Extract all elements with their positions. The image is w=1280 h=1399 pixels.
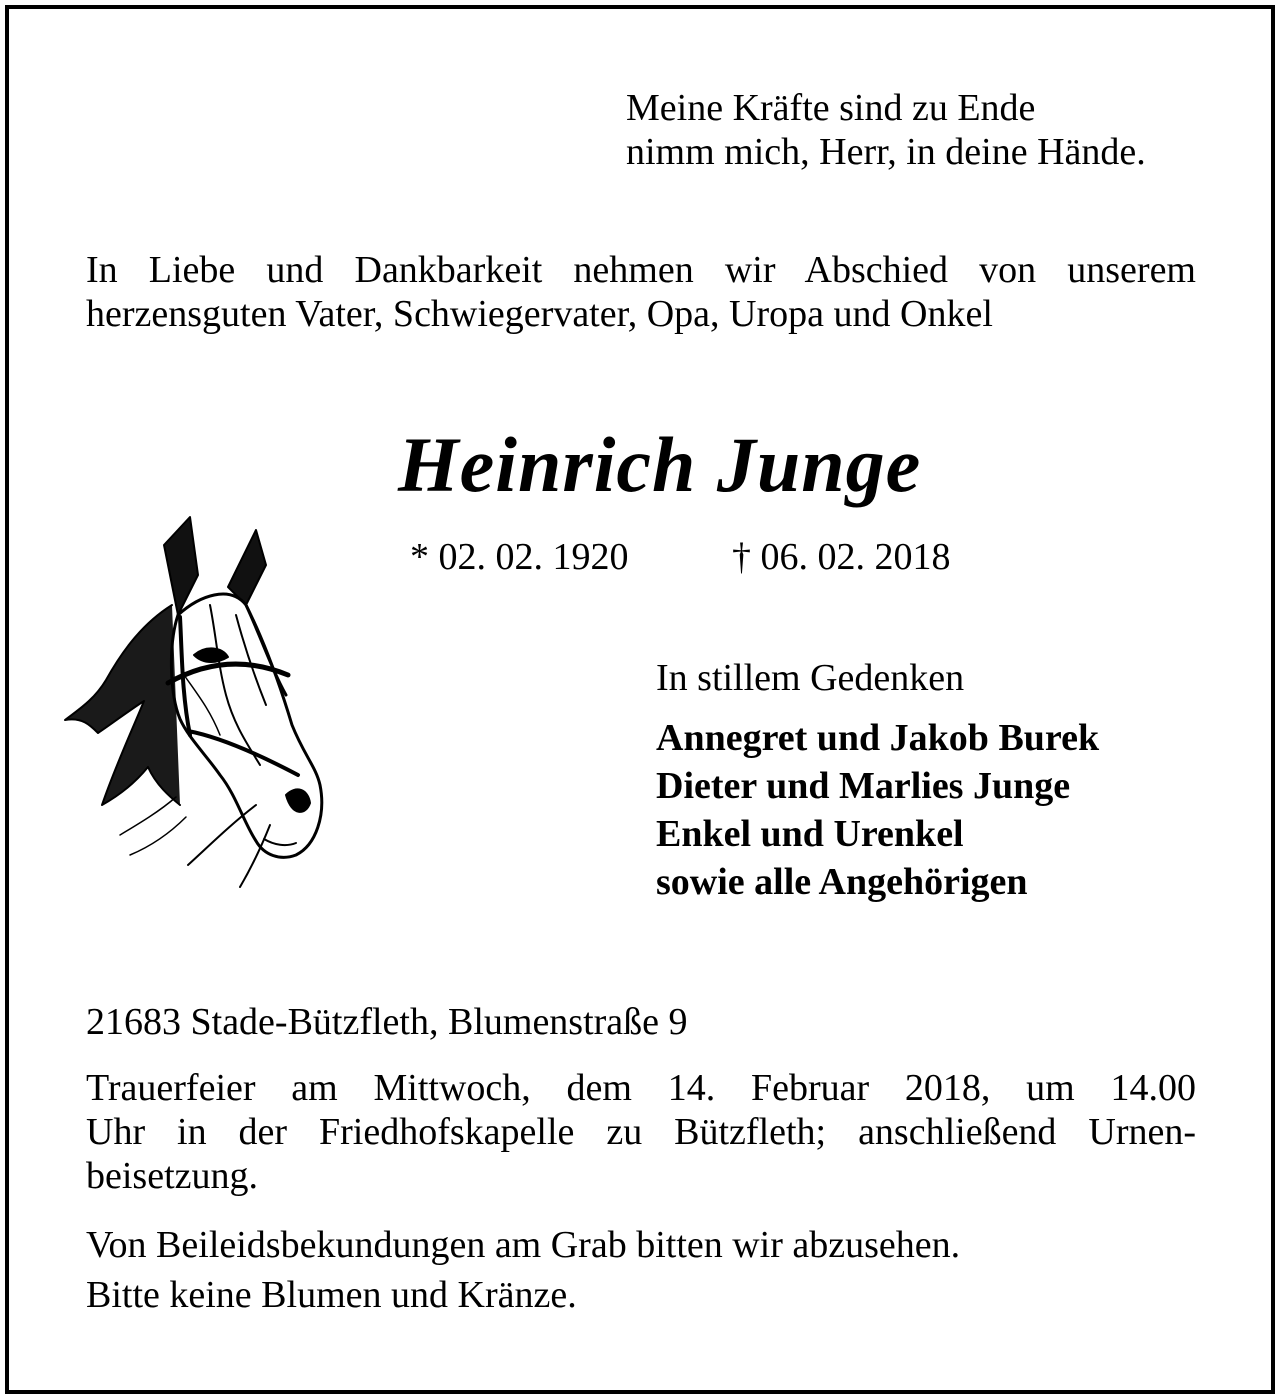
deceased-name: Heinrich Junge [398, 421, 922, 508]
service-line: beisetzung. [86, 1155, 259, 1197]
mourner-line: sowie alle Angehörigen [656, 861, 1028, 903]
note-line: Von Beileidsbekundungen am Grab bitten wir abzusehen. [86, 1224, 961, 1266]
intro-text [86, 248, 1196, 336]
verse-line: Meine Kräfte sind zu Ende [626, 87, 1036, 129]
intro-line: In Liebe und Dankbarkeit nehmen wir Abschied von unserem [86, 249, 1196, 291]
death-date: † 06. 02. 2018 [732, 536, 951, 578]
note-line: Bitte keine Blumen und Kränze. [86, 1274, 577, 1316]
service-info [86, 1066, 1196, 1198]
mourners-intro: In stillem Gedenken [656, 657, 965, 699]
intro-line: herzensguten Vater, Schwiegervater, Opa, Uropa und Onkel [86, 293, 993, 335]
mourner-line: Enkel und Urenkel [656, 813, 964, 855]
notes [86, 1220, 960, 1320]
mourner-line: Dieter und Marlies Junge [656, 765, 1071, 807]
birth-date: * 02. 02. 1920 [410, 536, 629, 578]
mourners-list [656, 714, 1099, 906]
address: 21683 Stade-Bützfleth, Blumenstraße 9 [86, 1001, 688, 1043]
horse-head-icon [60, 505, 335, 890]
verse-line: nimm mich, Herr, in deine Hände. [626, 131, 1146, 173]
service-line: Uhr in der Friedhofskapelle zu Bützfleth; anschließend Urnen- [86, 1111, 1196, 1153]
service-line: Trauerfeier am Mittwoch, dem 14. Februar 2018, um 14.00 [86, 1067, 1196, 1109]
mourner-line: Annegret und Jakob Burek [656, 717, 1100, 759]
verse [626, 86, 1146, 174]
